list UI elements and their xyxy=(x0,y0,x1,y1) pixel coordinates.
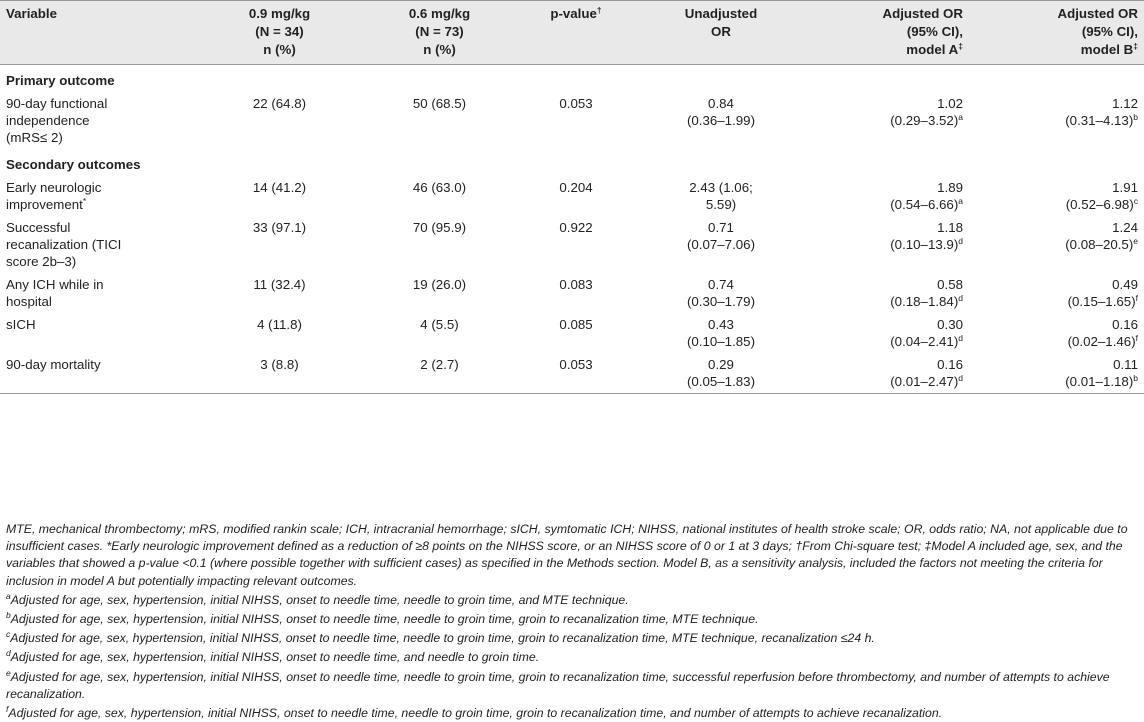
row-adjusted-or-b: 0.49 $(0.15-1.65)^f$ xyxy=(1067,277,1138,309)
table-row xyxy=(0,92,1144,149)
row-value-06: 70 (95.9) xyxy=(412,220,467,235)
row-p-value: 0.922 xyxy=(559,220,593,235)
row-p-value: 0.204 xyxy=(559,180,593,195)
row-unadjusted-or: 0.29 (0.05–1.83) xyxy=(636,353,806,394)
row-unadjusted-or: 0.84 (0.36–1.99) xyxy=(686,96,755,128)
table-row xyxy=(0,176,1144,216)
row-value-09: 14 (41.2) xyxy=(252,180,307,195)
row-adjusted-or-a: 1.02 $(0.29-3.52)^a$ xyxy=(890,96,963,128)
table-row xyxy=(0,353,1144,394)
row-value-06: 46 (63.0) xyxy=(412,180,467,195)
section-title: Secondary outcomes xyxy=(6,157,141,172)
row-adjusted-or-b: 1.12 $(0.31-4.13)^b$ xyxy=(1065,96,1138,128)
footnote-b: $^b$Adjusted for age, sex, hypertension, initial NIHSS, onset to needle time, needle to groin time, groin to recanalization time, MTE technique. xyxy=(6,610,759,627)
footnote-e: $^e$Adjusted for age, sex, hypertension, initial NIHSS, onset to needle time, needle to groin time, groin to recanalization time, successful reperfusion before thrombectomy, and number of attempts to achieve recanalization. xyxy=(6,667,1110,701)
row-p-value: 0.083 xyxy=(559,277,593,292)
header-unadjusted-or: Unadjusted OR xyxy=(684,6,758,39)
section-row-secondary xyxy=(0,149,1144,176)
row-variable: sICH xyxy=(6,317,36,332)
row-unadjusted-or: 0.71 (0.07–7.06) xyxy=(686,220,755,252)
section-row-primary xyxy=(0,65,1144,93)
table-header xyxy=(0,1,1144,65)
row-value-09: 22 (64.8) xyxy=(252,96,307,111)
row-value-06: 2 (2.7) xyxy=(363,353,516,394)
row-adjusted-or-a: 1.18 $(0.10-13.9)^d$ xyxy=(890,220,963,252)
footnote-c: $^c$Adjusted for age, sex, hypertension, initial NIHSS, onset to needle time, needle to groin time, groin to recanalization time, MTE technique, recanalization ≤24 h. xyxy=(6,629,875,646)
row-adjusted-or-a: 0.58 $(0.18-1.84)^d$ xyxy=(890,277,963,309)
abbreviations-note: MTE, mechanical thrombectomy; mRS, modified rankin scale; ICH, intracranial hemorrhage; sICH, symtomatic ICH; NIHSS, national institutes of health stroke scale; OR, odds ratio; NA, not applicable due to insufficient cases. *Early neurologic improvement defined as a reduction of ≥8 points on the NIHSS score, or an NIHSS score of 0 or 1 at 3 days; †From Chi-square test; ‡Model A included age, sex, and the variables that showed a p-value <0.1 (where possible together with sufficient cases) as specified in the Methods section. Model B, as a sensitivity analysis, included the factors not meeting the criteria for inclusion in model A but potentially impacting relevant outcomes. xyxy=(6,522,1128,588)
row-p-value: 0.053 xyxy=(559,96,593,111)
row-adjusted-or-a: 1.89 $(0.54-6.66)^a$ xyxy=(890,180,963,212)
row-value-06: 50 (68.5) xyxy=(412,96,467,111)
row-adjusted-or-b: 0.16 $(0.02-1.46)^f$ xyxy=(1067,317,1138,349)
footnote-a: $^a$Adjusted for age, sex, hypertension, initial NIHSS, onset to needle time, needle to groin time, and MTE technique. xyxy=(6,590,629,607)
row-adjusted-or-b: 0.11 $(0.01-1.18)^b$ xyxy=(969,353,1144,394)
header-adjusted-or-a: Adjusted OR (95% CI), model A‡ xyxy=(882,6,963,57)
row-value-09: 11 (32.4) xyxy=(253,277,306,292)
table-row xyxy=(0,313,1144,353)
section-title: Primary outcome xyxy=(6,73,115,88)
row-p-value: 0.085 xyxy=(559,317,593,332)
row-value-09: 4 (11.8) xyxy=(257,317,302,332)
header-dose-09-n: (N = 34) xyxy=(255,24,304,39)
row-adjusted-or-b: 1.91 $(0.52-6.98)^c$ xyxy=(1065,180,1138,212)
header-adjusted-or-b: Adjusted OR (95% CI), model B‡ xyxy=(1057,6,1138,57)
footnote-d: $^d$Adjusted for age, sex, hypertension, initial NIHSS, onset to needle time, and needle to groin time. xyxy=(6,648,540,665)
table-row xyxy=(0,216,1144,273)
row-unadjusted-or: 0.43 (0.10–1.85) xyxy=(686,317,755,349)
row-adjusted-or-a: 0.16 $(0.01-2.47)^d$ xyxy=(806,353,969,394)
row-variable: Any ICH while in hospital xyxy=(6,277,104,309)
header-dose-06: 0.6 mg/kg (N = 73) n (%) xyxy=(408,6,471,57)
row-value-06: 19 (26.0) xyxy=(412,277,467,292)
row-variable: Early neurologic improvement* xyxy=(6,180,102,212)
row-variable: 90-day mortality xyxy=(0,353,196,394)
header-variable: Variable xyxy=(6,6,58,21)
row-variable: Successful recanalization (TICI score 2b–3) xyxy=(6,220,122,269)
row-adjusted-or-a: 0.30 $(0.04-2.41)^d$ xyxy=(890,317,963,349)
header-dose-09: 0.9 mg/kg (N = 34) n (%) xyxy=(248,6,311,57)
table-row xyxy=(0,273,1144,313)
row-value-09: 33 (97.1) xyxy=(252,220,307,235)
row-unadjusted-or: 2.43 (1.06; 5.59) xyxy=(689,180,753,212)
row-unadjusted-or: 0.74 (0.30–1.79) xyxy=(686,277,755,309)
footnote-f: $^f$Adjusted for age, sex, hypertension, initial NIHSS, onset to needle time, needle to groin time, groin to recanalization time, and number of attempts to achieve recanalization. xyxy=(6,704,943,721)
table-body xyxy=(0,65,1144,394)
table-notes xyxy=(6,521,1138,722)
row-value-06: 4 (5.5) xyxy=(420,317,459,332)
row-p-value: 0.053 xyxy=(516,353,636,394)
row-value-09: 3 (8.8) xyxy=(196,353,363,394)
row-adjusted-or-b: 1.24 $(0.08-20.5)^e$ xyxy=(1065,220,1138,252)
row-variable: 90-day functional independence (mRS≤ 2) xyxy=(6,96,108,145)
header-p-value: p-value† xyxy=(550,5,602,21)
